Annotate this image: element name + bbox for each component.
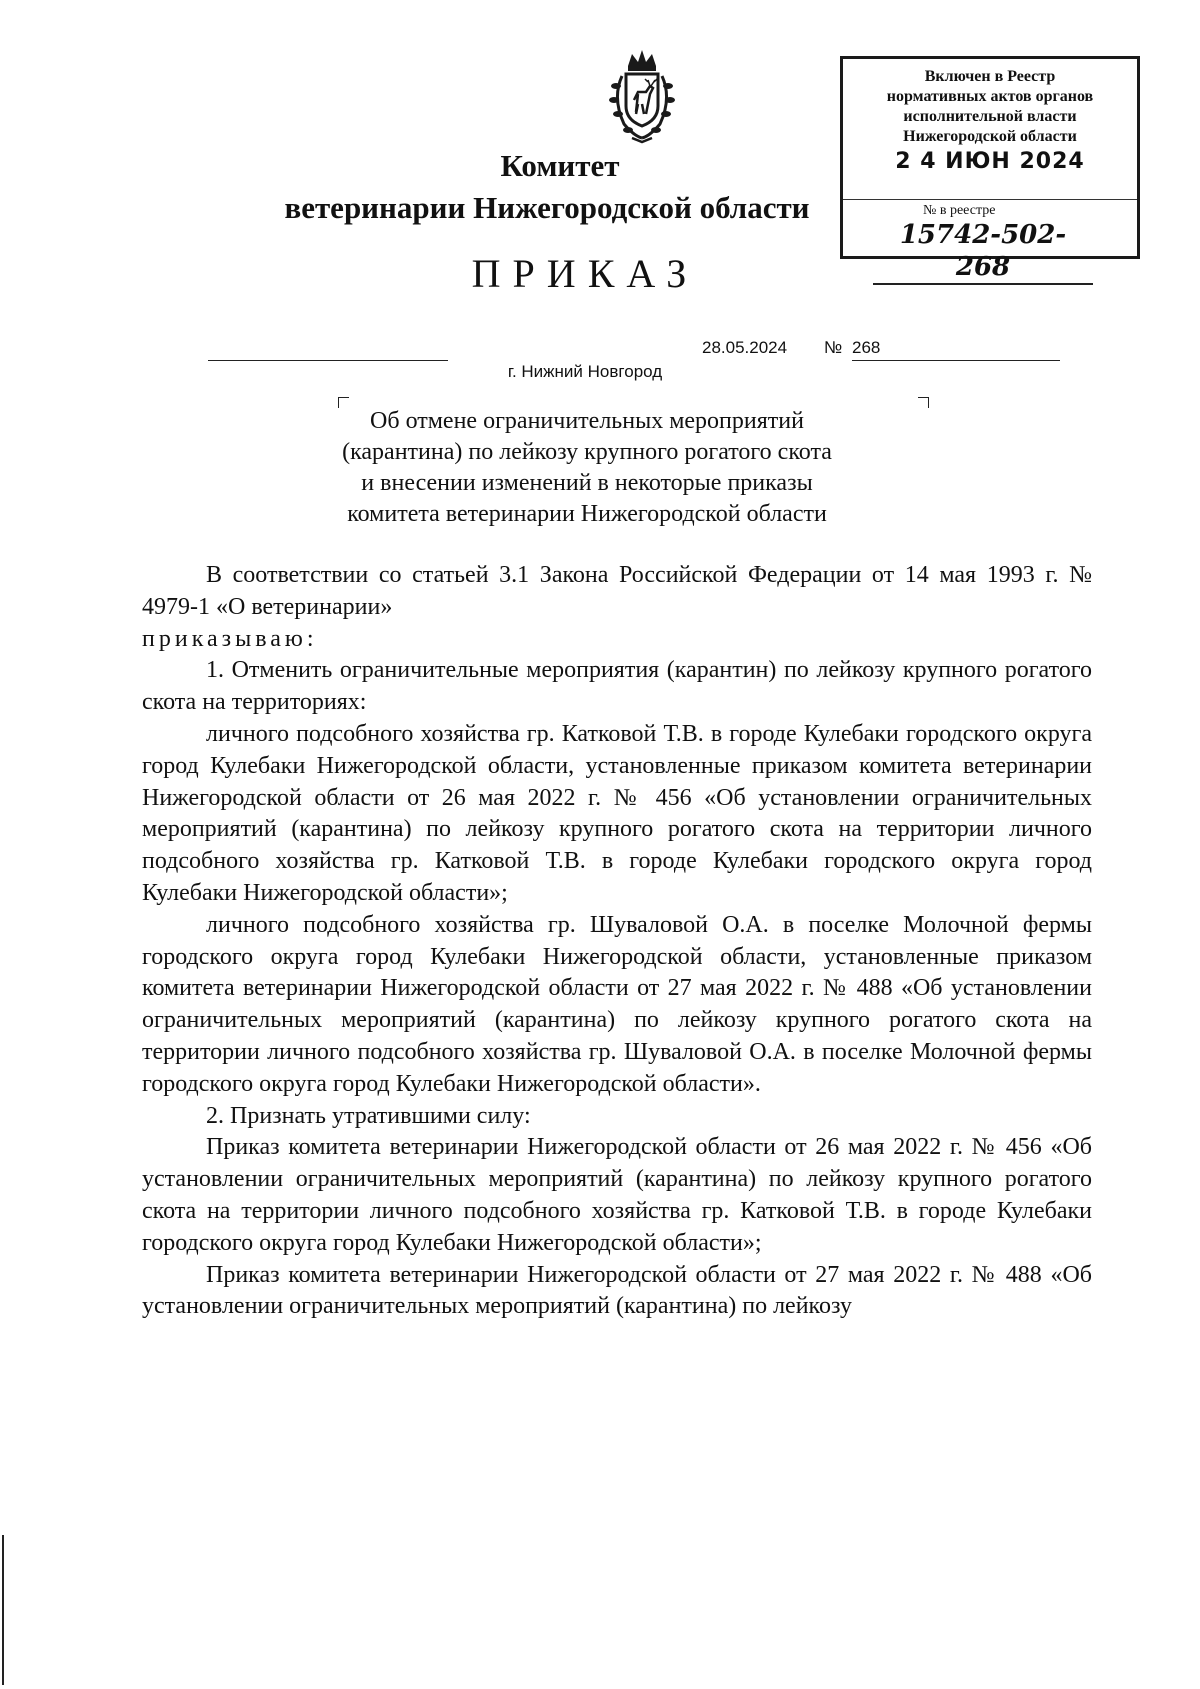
preamble-paragraph: В соответствии со статьей 3.1 Закона Российской Федерации от 14 мая 1993 г. № 4979-1 «О ветеринарии» [142, 562, 1092, 620]
title-line-3: и внесении изменений в некоторые приказы [361, 470, 813, 496]
document-number-label: № [824, 338, 843, 357]
item-1-a-paragraph: личного подсобного хозяйства гр. Катковой Т.В. в городе Кулебаки городского округа город Кулебаки Нижегородской области, установленные приказом комитета ветеринарии Нижегородской области от 26 мая 2022 г. № 456 «Об установлении ограничительных мероприятий (карантина) по лейкозу крупного рогатого скота на территории личного подсобного хозяйства гр. Катковой Т.В. в городе Кулебаки городского округа город Кулебаки Нижегородской области»; [142, 720, 1092, 906]
stamp-registry-label: № в реестре [923, 203, 996, 218]
document-number-line [852, 360, 1060, 361]
organization-name-line1: Комитет [500, 148, 620, 183]
document-type: ПРИКАЗ [471, 251, 699, 296]
stamp-registry-number: 15742-502-268 [873, 219, 1093, 285]
title-line-2: (карантина) по лейкозу крупного рогатого скота [342, 439, 832, 465]
organization-name-line2: ветеринарии Нижегородской области [284, 190, 810, 225]
item-2-b-paragraph: Приказ комитета ветеринарии Нижегородской области от 27 мая 2022 г. № 488 «Об установлении ограничительных мероприятий (карантина) по лейкозу [142, 1261, 1092, 1320]
document-city: г. Нижний Новгород [507, 362, 663, 381]
title-line-1: Об отмене ограничительных мероприятий [370, 408, 804, 434]
title-line-4: комитета ветеринарии Нижегородской области [347, 501, 827, 527]
stamp-date: 2 4 ИЮН 2024 [895, 149, 1085, 174]
stamp-line-3: исполнительной власти [903, 108, 1077, 125]
stamp-line-2: нормативных актов органов [886, 88, 1094, 105]
stamp-divider [843, 199, 1137, 200]
document-date: 28.05.2024 [702, 338, 788, 357]
document-title [0, 406, 1187, 530]
signature-blank-line [208, 360, 448, 361]
item-1-b-paragraph: личного подсобного хозяйства гр. Шуваловой О.А. в поселке Молочной фермы городского округа город Кулебаки Нижегородской области, установленные приказом комитета ветеринарии Нижегородской области от 27 мая 2022 г. № 488 «Об установлении ограничительных мероприятий (карантина) по лейкозу крупного рогатого скота на территории личного подсобного хозяйства гр. Шуваловой О.А. в поселке Молочной фермы городского округа город Кулебаки Нижегородской области». [142, 911, 1092, 1097]
item-1-paragraph: 1. Отменить ограничительные мероприятия (карантин) по лейкозу крупного рогатого скота на территориях: [142, 657, 1092, 716]
stamp-line-1: Включен в Реестр [924, 68, 1056, 85]
item-2-a-paragraph: Приказ комитета ветеринарии Нижегородской области от 26 мая 2022 г. № 456 «Об установлении ограничительных мероприятий (карантина) по лейкозу крупного рогатого скота на территории личного подсобного хозяйства гр. Катковой Т.В. в городе Кулебаки городского округа город Кулебаки Нижегородской области»; [142, 1134, 1092, 1256]
registry-stamp [840, 56, 1140, 282]
stamp-line-4: Нижегородской области [903, 128, 1077, 145]
nizhny-novgorod-coat-of-arms-icon [598, 48, 686, 144]
item-2-paragraph: 2. Признать утратившими силу: [206, 1102, 531, 1129]
document-body [142, 560, 1092, 1323]
document-number: 268 [852, 338, 881, 357]
page-margin-mark [2, 1535, 4, 1685]
order-word: приказываю: [142, 625, 318, 652]
